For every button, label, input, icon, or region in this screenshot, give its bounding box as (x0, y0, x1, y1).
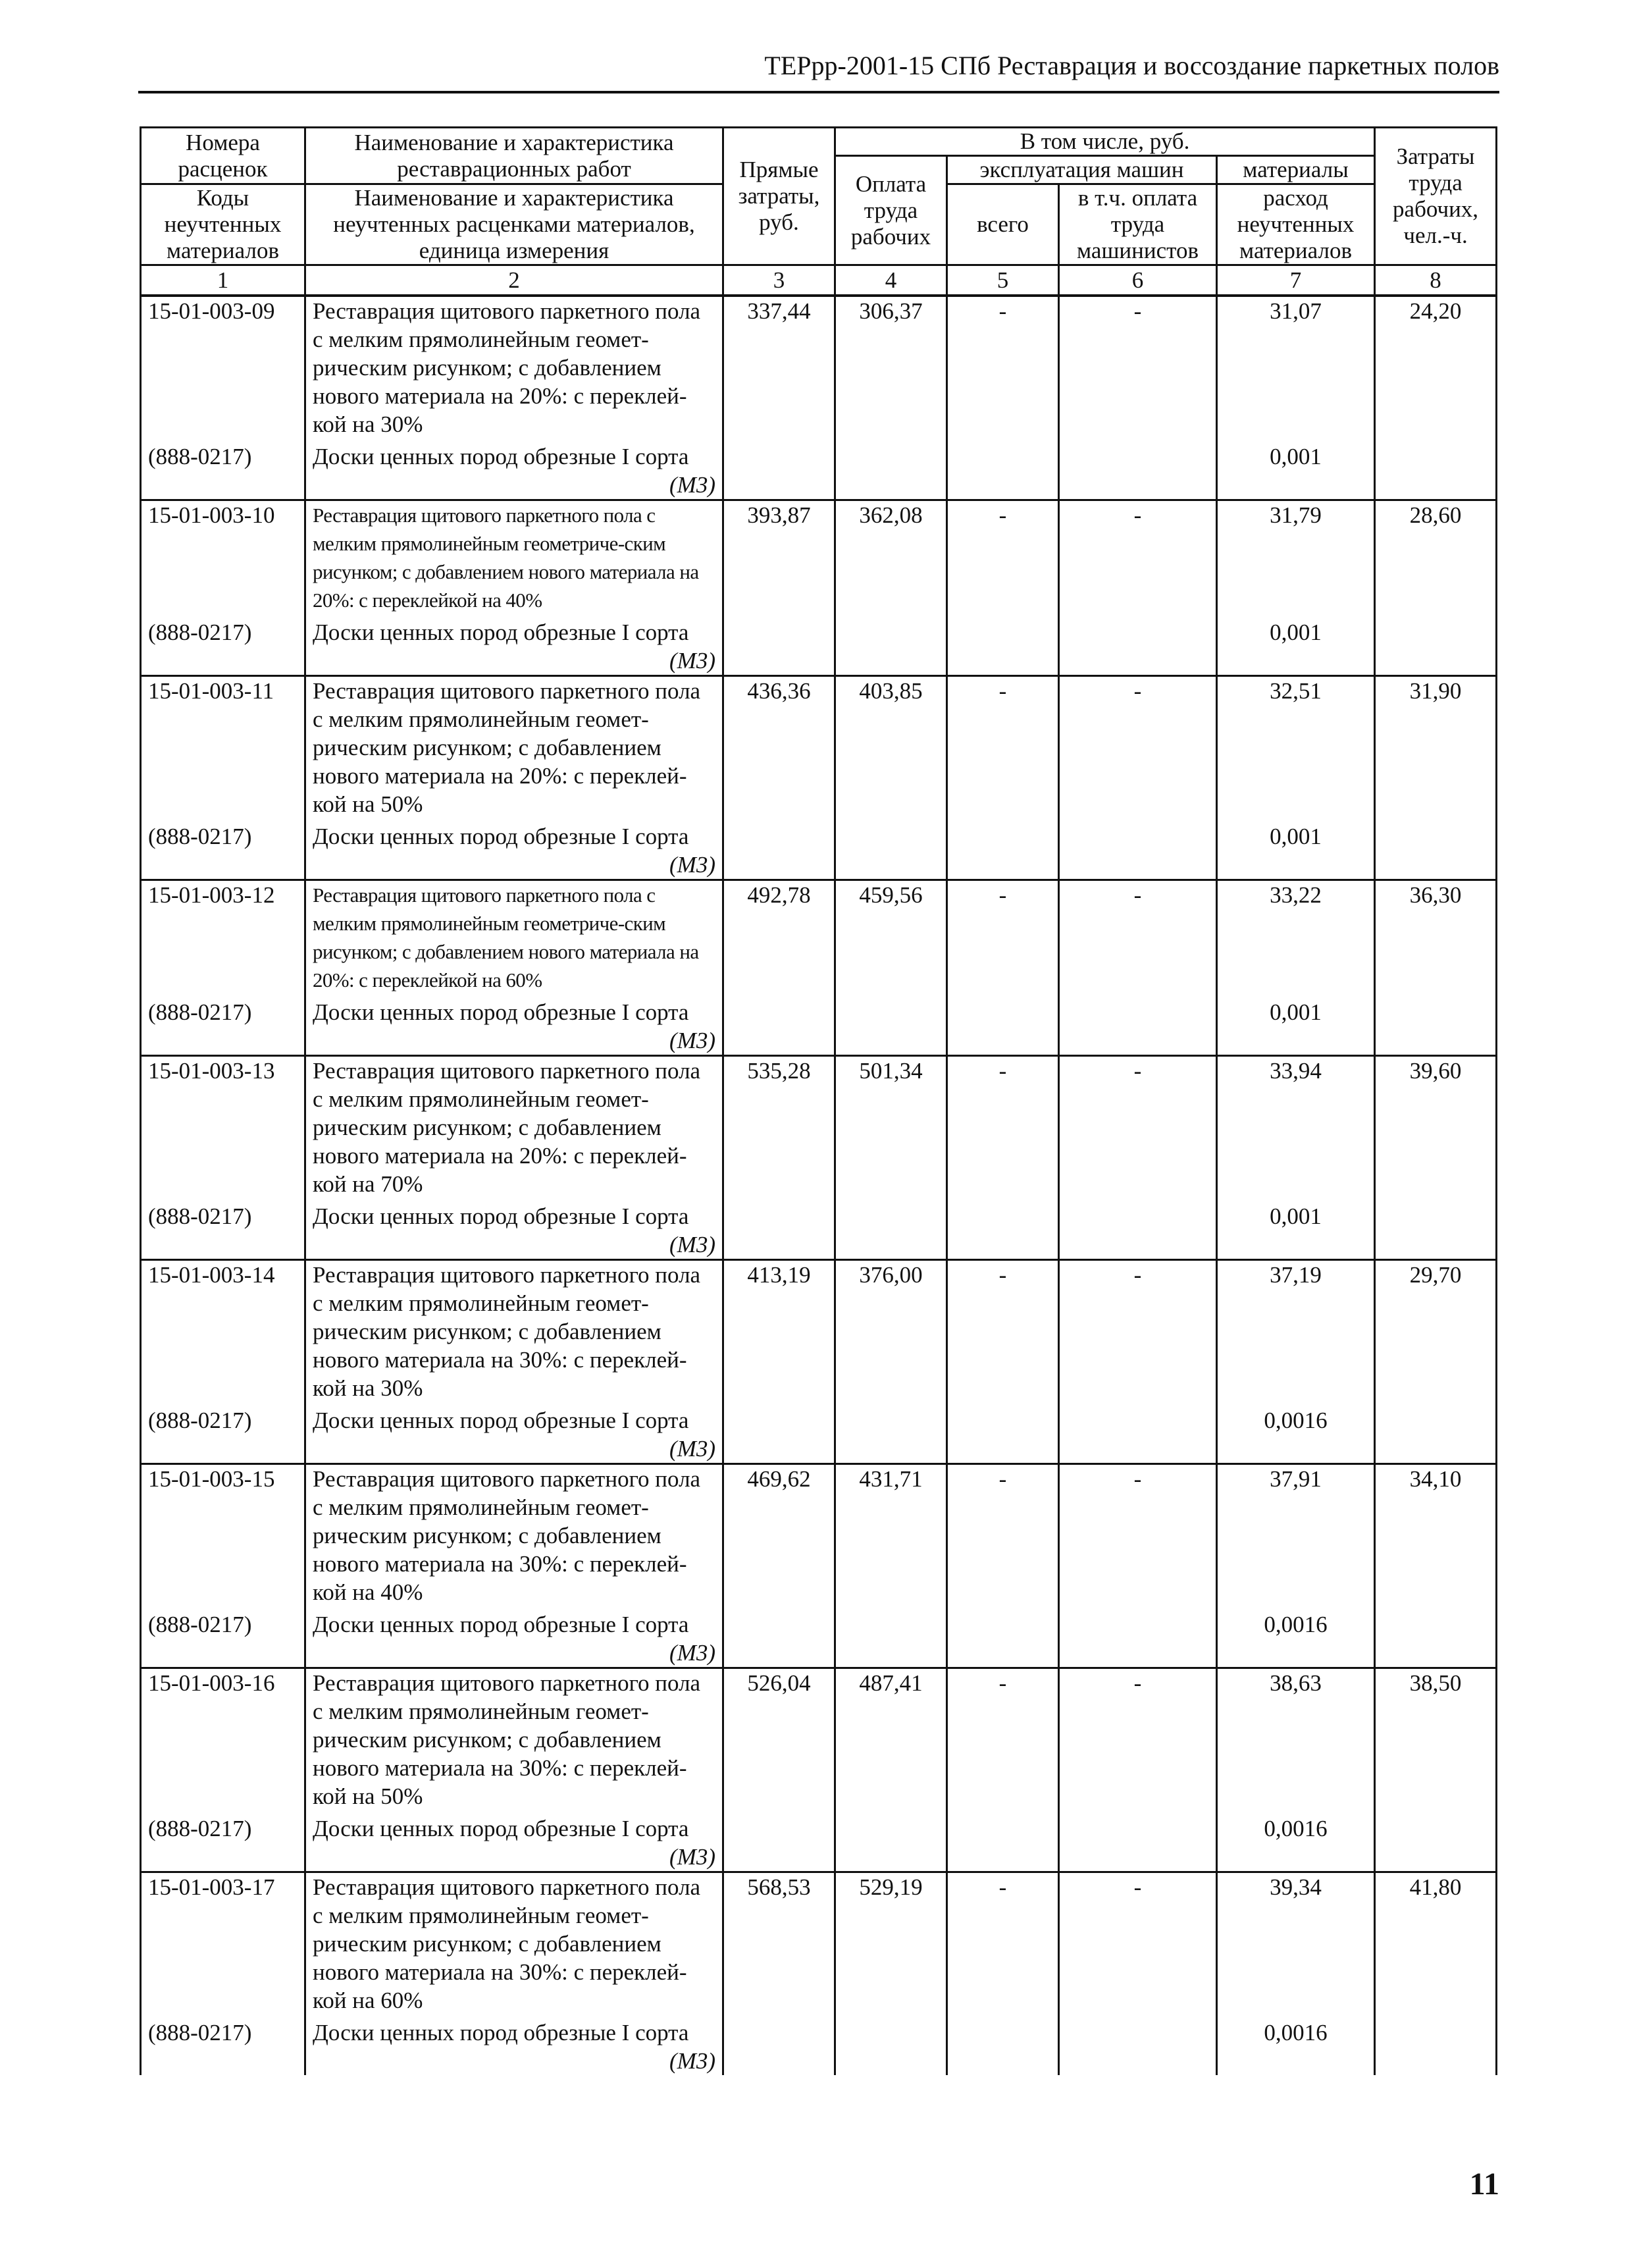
material-unit: (М3) (669, 2048, 715, 2074)
materials-value: 37,91 (1217, 1464, 1375, 1607)
empty-cell (947, 1606, 1059, 1668)
empty-cell (1059, 818, 1217, 880)
wages-value: 487,41 (835, 1668, 947, 1811)
empty-cell (835, 1198, 947, 1260)
material-quantity: 0,0016 (1217, 1810, 1375, 1872)
table-row (141, 1464, 1497, 1607)
header-operator-wages: в т.ч. оплата труда машинистов (1059, 184, 1217, 265)
material-row (141, 1402, 1497, 1464)
empty-cell (835, 1402, 947, 1464)
machines-total-value: - (947, 296, 1059, 438)
header-unaccounted-consumption: расход неучтенных материалов (1217, 184, 1375, 265)
direct-costs-value: 337,44 (723, 296, 835, 438)
empty-cell (723, 1402, 835, 1464)
empty-cell (1375, 1402, 1497, 1464)
material-unit: (М3) (669, 1028, 715, 1053)
empty-cell (835, 1606, 947, 1668)
direct-costs-value: 568,53 (723, 1872, 835, 2015)
empty-cell (947, 438, 1059, 500)
work-description: Реставрация щитового паркетного пола с мелким прямолинейным геомет-рическим рисунком; с добавлением нового материала на 20%: с переклей-кой на 70% (305, 1056, 723, 1199)
work-description: Реставрация щитового паркетного пола с мелким прямолинейным геомет-рическим рисунком; с добавлением нового материала на 30%: с переклей-кой на 30% (305, 1260, 723, 1403)
table-row (141, 1668, 1497, 1811)
empty-cell (1059, 1606, 1217, 1668)
empty-cell (1059, 1198, 1217, 1260)
header-codes: Коды неучтенных материалов (141, 184, 305, 265)
material-unit: (М3) (669, 472, 715, 498)
machines-total-value: - (947, 1668, 1059, 1811)
empty-cell (947, 1198, 1059, 1260)
header-work-name: Наименование и характеристика реставрационных работ (305, 128, 723, 184)
materials-value: 31,79 (1217, 500, 1375, 615)
material-code: (888-0217) (141, 1198, 305, 1260)
wages-value: 459,56 (835, 880, 947, 995)
machines-total-value: - (947, 880, 1059, 995)
operator-wages-value: - (1059, 1668, 1217, 1811)
material-row (141, 2015, 1497, 2075)
materials-value: 38,63 (1217, 1668, 1375, 1811)
material-name: Доски ценных пород обрезные I сорта (313, 1612, 689, 1637)
empty-cell (1059, 438, 1217, 500)
operator-wages-value: - (1059, 1260, 1217, 1403)
empty-cell (947, 818, 1059, 880)
rate-code: 15-01-003-17 (141, 1872, 305, 2015)
material-row (141, 1810, 1497, 1872)
column-number: 6 (1059, 265, 1217, 296)
work-description: Реставрация щитового паркетного пола с мелким прямолинейным геометриче-ским рисунком; с добавлением нового материала на 20%: с переклейкой на 40% (305, 500, 723, 615)
material-description (305, 2015, 723, 2075)
material-code: (888-0217) (141, 818, 305, 880)
material-quantity: 0,001 (1217, 994, 1375, 1056)
material-description (305, 438, 723, 500)
empty-cell (1059, 1402, 1217, 1464)
material-unit: (М3) (669, 648, 715, 673)
labor-value: 39,60 (1375, 1056, 1497, 1199)
operator-wages-value: - (1059, 296, 1217, 438)
direct-costs-value: 535,28 (723, 1056, 835, 1199)
empty-cell (1375, 1606, 1497, 1668)
table-row (141, 296, 1497, 438)
wages-value: 501,34 (835, 1056, 947, 1199)
column-number: 7 (1217, 265, 1375, 296)
empty-cell (723, 614, 835, 676)
material-quantity: 0,0016 (1217, 1402, 1375, 1464)
materials-value: 33,94 (1217, 1056, 1375, 1199)
operator-wages-value: - (1059, 1464, 1217, 1607)
work-description: Реставрация щитового паркетного пола с мелким прямолинейным геомет-рическим рисунком; с добавлением нового материала на 20%: с переклей-кой на 30% (305, 296, 723, 438)
header-rate-numbers: Номера расценок (141, 128, 305, 184)
rate-code: 15-01-003-15 (141, 1464, 305, 1607)
rate-code: 15-01-003-09 (141, 296, 305, 438)
page-header: ТЕРрр-2001-15 СПб Реставрация и воссоздание паркетных полов (138, 47, 1499, 93)
material-code: (888-0217) (141, 1402, 305, 1464)
materials-value: 33,22 (1217, 880, 1375, 995)
rate-code: 15-01-003-10 (141, 500, 305, 615)
material-code: (888-0217) (141, 994, 305, 1056)
material-unit: (М3) (669, 852, 715, 878)
column-number: 4 (835, 265, 947, 296)
labor-value: 36,30 (1375, 880, 1497, 995)
material-name: Доски ценных пород обрезные I сорта (313, 1203, 689, 1229)
empty-cell (947, 1402, 1059, 1464)
labor-value: 38,50 (1375, 1668, 1497, 1811)
material-row (141, 818, 1497, 880)
column-number: 1 (141, 265, 305, 296)
material-name: Доски ценных пород обрезные I сорта (313, 1816, 689, 1841)
labor-value: 28,60 (1375, 500, 1497, 615)
material-description (305, 1198, 723, 1260)
wages-value: 431,71 (835, 1464, 947, 1607)
empty-cell (835, 1810, 947, 1872)
empty-cell (723, 994, 835, 1056)
material-row (141, 1198, 1497, 1260)
material-code: (888-0217) (141, 1606, 305, 1668)
empty-cell (1375, 438, 1497, 500)
material-unit: (М3) (669, 1844, 715, 1870)
empty-cell (835, 614, 947, 676)
operator-wages-value: - (1059, 1872, 1217, 2015)
table-row (141, 1056, 1497, 1199)
page-number: 11 (1469, 2167, 1499, 2202)
empty-cell (1059, 2015, 1217, 2075)
empty-cell (947, 1810, 1059, 1872)
labor-value: 29,70 (1375, 1260, 1497, 1403)
header-labor: Затраты труда рабочих, чел.-ч. (1375, 128, 1497, 265)
table-row (141, 880, 1497, 995)
labor-value: 24,20 (1375, 296, 1497, 438)
empty-cell (1375, 2015, 1497, 2075)
material-name: Доски ценных пород обрезные I сорта (313, 999, 689, 1025)
empty-cell (1059, 994, 1217, 1056)
labor-value: 34,10 (1375, 1464, 1497, 1607)
empty-cell (835, 994, 947, 1056)
machines-total-value: - (947, 1464, 1059, 1607)
empty-cell (1375, 1198, 1497, 1260)
table-row (141, 676, 1497, 819)
direct-costs-value: 469,62 (723, 1464, 835, 1607)
material-unit: (М3) (669, 1232, 715, 1257)
material-unit: (М3) (669, 1640, 715, 1666)
work-description: Реставрация щитового паркетного пола с мелким прямолинейным геомет-рическим рисунком; с добавлением нового материала на 30%: с переклей-кой на 60% (305, 1872, 723, 2015)
material-name: Доски ценных пород обрезные I сорта (313, 1408, 689, 1433)
operator-wages-value: - (1059, 880, 1217, 995)
material-name: Доски ценных пород обрезные I сорта (313, 620, 689, 645)
material-quantity: 0,001 (1217, 1198, 1375, 1260)
materials-value: 32,51 (1217, 676, 1375, 819)
direct-costs-value: 393,87 (723, 500, 835, 615)
empty-cell (1375, 994, 1497, 1056)
column-number: 2 (305, 265, 723, 296)
empty-cell (723, 1810, 835, 1872)
direct-costs-value: 492,78 (723, 880, 835, 995)
machines-total-value: - (947, 1872, 1059, 2015)
machines-total-value: - (947, 500, 1059, 615)
material-description (305, 614, 723, 676)
material-row (141, 614, 1497, 676)
material-code: (888-0217) (141, 614, 305, 676)
direct-costs-value: 436,36 (723, 676, 835, 819)
material-unit: (М3) (669, 1436, 715, 1462)
material-description (305, 818, 723, 880)
header-including: В том числе, руб. (835, 128, 1375, 156)
column-number: 8 (1375, 265, 1497, 296)
rate-code: 15-01-003-13 (141, 1056, 305, 1199)
wages-value: 362,08 (835, 500, 947, 615)
labor-value: 41,80 (1375, 1872, 1497, 2015)
material-name: Доски ценных пород обрезные I сорта (313, 444, 689, 469)
material-quantity: 0,001 (1217, 818, 1375, 880)
material-description (305, 1606, 723, 1668)
empty-cell (1375, 614, 1497, 676)
empty-cell (723, 2015, 835, 2075)
material-name: Доски ценных пород обрезные I сорта (313, 2020, 689, 2045)
empty-cell (1059, 614, 1217, 676)
empty-cell (1375, 818, 1497, 880)
operator-wages-value: - (1059, 676, 1217, 819)
material-description (305, 1810, 723, 1872)
rate-code: 15-01-003-14 (141, 1260, 305, 1403)
material-code: (888-0217) (141, 438, 305, 500)
wages-value: 306,37 (835, 296, 947, 438)
material-quantity: 0,001 (1217, 438, 1375, 500)
materials-value: 39,34 (1217, 1872, 1375, 2015)
work-description: Реставрация щитового паркетного пола с мелким прямолинейным геометриче-ским рисунком; с добавлением нового материала на 20%: с переклейкой на 60% (305, 880, 723, 995)
table-row (141, 500, 1497, 615)
empty-cell (835, 2015, 947, 2075)
empty-cell (835, 438, 947, 500)
empty-cell (947, 994, 1059, 1056)
material-quantity: 0,0016 (1217, 1606, 1375, 1668)
header-machine-operation: эксплуатация машин (947, 156, 1217, 184)
labor-value: 31,90 (1375, 676, 1497, 819)
empty-cell (947, 614, 1059, 676)
material-quantity: 0,0016 (1217, 2015, 1375, 2075)
machines-total-value: - (947, 676, 1059, 819)
empty-cell (1059, 1810, 1217, 1872)
work-description: Реставрация щитового паркетного пола с мелким прямолинейным геомет-рическим рисунком; с добавлением нового материала на 20%: с переклей-кой на 50% (305, 676, 723, 819)
materials-value: 37,19 (1217, 1260, 1375, 1403)
column-number: 5 (947, 265, 1059, 296)
header-wages: Оплата труда рабочих (835, 156, 947, 265)
empty-cell (723, 438, 835, 500)
header-direct-costs: Прямые затраты, руб. (723, 128, 835, 265)
rates-table (140, 126, 1497, 2075)
rate-code: 15-01-003-12 (141, 880, 305, 995)
header-material-name: Наименование и характеристика неучтенных расценками материалов, единица измерения (305, 184, 723, 265)
material-code: (888-0217) (141, 2015, 305, 2075)
material-code: (888-0217) (141, 1810, 305, 1872)
column-number: 3 (723, 265, 835, 296)
work-description: Реставрация щитового паркетного пола с мелким прямолинейным геомет-рическим рисунком; с добавлением нового материала на 30%: с переклей-кой на 50% (305, 1668, 723, 1811)
material-description (305, 1402, 723, 1464)
wages-value: 376,00 (835, 1260, 947, 1403)
machines-total-value: - (947, 1260, 1059, 1403)
operator-wages-value: - (1059, 500, 1217, 615)
materials-value: 31,07 (1217, 296, 1375, 438)
material-row (141, 1606, 1497, 1668)
operator-wages-value: - (1059, 1056, 1217, 1199)
material-name: Доски ценных пород обрезные I сорта (313, 824, 689, 849)
machines-total-value: - (947, 1056, 1059, 1199)
rate-code: 15-01-003-11 (141, 676, 305, 819)
wages-value: 529,19 (835, 1872, 947, 2015)
material-row (141, 438, 1497, 500)
empty-cell (835, 818, 947, 880)
table-row (141, 1260, 1497, 1403)
material-description (305, 994, 723, 1056)
empty-cell (723, 1198, 835, 1260)
material-row (141, 994, 1497, 1056)
material-quantity: 0,001 (1217, 614, 1375, 676)
table-row (141, 1872, 1497, 2015)
header-machines-total: всего (947, 184, 1059, 265)
header-materials: материалы (1217, 156, 1375, 184)
work-description: Реставрация щитового паркетного пола с мелким прямолинейным геомет-рическим рисунком; с добавлением нового материала на 30%: с переклей-кой на 40% (305, 1464, 723, 1607)
direct-costs-value: 413,19 (723, 1260, 835, 1403)
rate-code: 15-01-003-16 (141, 1668, 305, 1811)
empty-cell (723, 1606, 835, 1668)
empty-cell (1375, 1810, 1497, 1872)
empty-cell (947, 2015, 1059, 2075)
empty-cell (723, 818, 835, 880)
direct-costs-value: 526,04 (723, 1668, 835, 1811)
wages-value: 403,85 (835, 676, 947, 819)
